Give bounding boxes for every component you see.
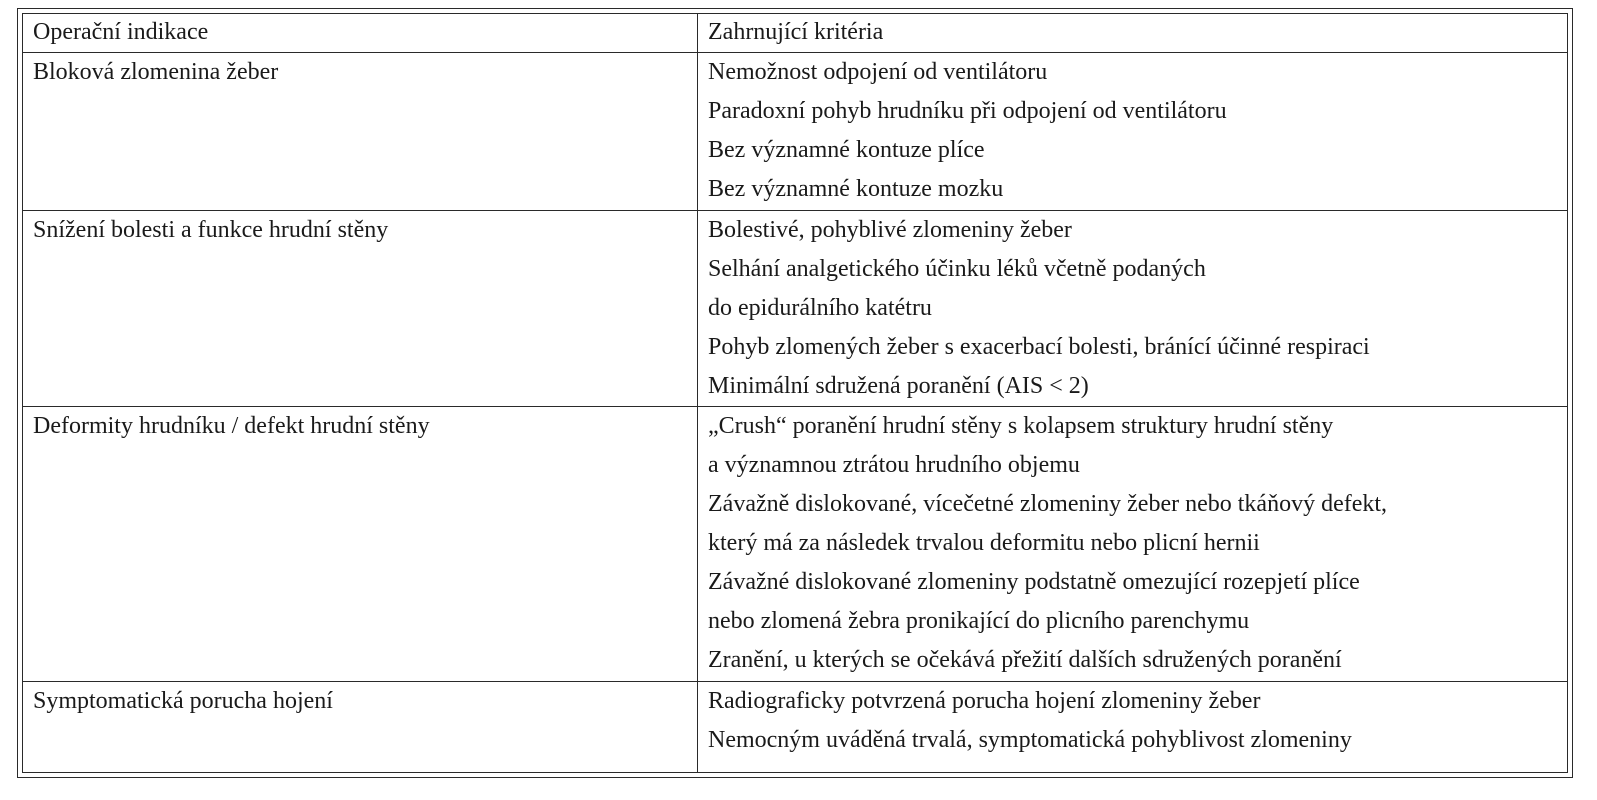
criteria-line: který má za následek trvalou deformitu nebo plicní hernii <box>708 530 1260 557</box>
criteria-cell <box>698 53 1568 210</box>
criteria-line: Bez významné kontuze mozku <box>708 176 1004 203</box>
indications-table <box>22 13 1568 773</box>
criteria-line: Pohyb zlomených žeber s exacerbací bolesti, bránící účinné respiraci <box>708 333 1370 360</box>
table-row <box>23 53 1568 210</box>
criteria-line: Paradoxní pohyb hrudníku při odpojení od ventilátoru <box>708 98 1227 125</box>
criteria-line: Závažně dislokované, vícečetné zlomeniny žeber nebo tkáňový defekt, <box>708 491 1388 518</box>
table-frame <box>17 8 1573 778</box>
criteria-line: Zranění, u kterých se očekává přežití dalších sdružených poranění <box>708 647 1342 674</box>
table-row <box>23 681 1568 772</box>
indication-cell: Snížení bolesti a funkce hrudní stěny <box>23 210 698 407</box>
table-row <box>23 210 1568 407</box>
criteria-line: Závažné dislokované zlomeniny podstatně omezující rozepjetí plíce <box>708 569 1360 596</box>
criteria-cell <box>698 210 1568 407</box>
criteria-line: a významnou ztrátou hrudního objemu <box>708 452 1080 479</box>
criteria-cell <box>698 407 1568 682</box>
criteria-line: Bez významné kontuze plíce <box>708 137 985 164</box>
header-criteria: Zahrnující kritéria <box>698 14 1568 53</box>
criteria-line: Minimální sdružená poranění (AIS < 2) <box>708 372 1089 399</box>
criteria-cell <box>698 681 1568 772</box>
criteria-line: do epidurálního katétru <box>708 294 932 321</box>
indication-cell: Deformity hrudníku / defekt hrudní stěny <box>23 407 698 682</box>
criteria-line: Nemocným uváděná trvalá, symptomatická pohyblivost zlomeniny <box>708 726 1352 753</box>
header-indication: Operační indikace <box>23 14 698 53</box>
criteria-line: Selhání analgetického účinku léků včetně podaných <box>708 255 1206 282</box>
criteria-line: Radiograficky potvrzená porucha hojení zlomeniny žeber <box>708 687 1261 714</box>
indication-cell: Symptomatická porucha hojení <box>23 681 698 772</box>
table-row <box>23 407 1568 682</box>
indication-cell: Bloková zlomenina žeber <box>23 53 698 210</box>
table-header-row <box>23 14 1568 53</box>
criteria-line: nebo zlomená žebra pronikající do plicního parenchymu <box>708 608 1250 635</box>
criteria-line: Nemožnost odpojení od ventilátoru <box>708 59 1048 86</box>
criteria-line: Bolestivé, pohyblivé zlomeniny žeber <box>708 216 1072 243</box>
criteria-line: „Crush“ poranění hrudní stěny s kolapsem struktury hrudní stěny <box>708 413 1334 440</box>
